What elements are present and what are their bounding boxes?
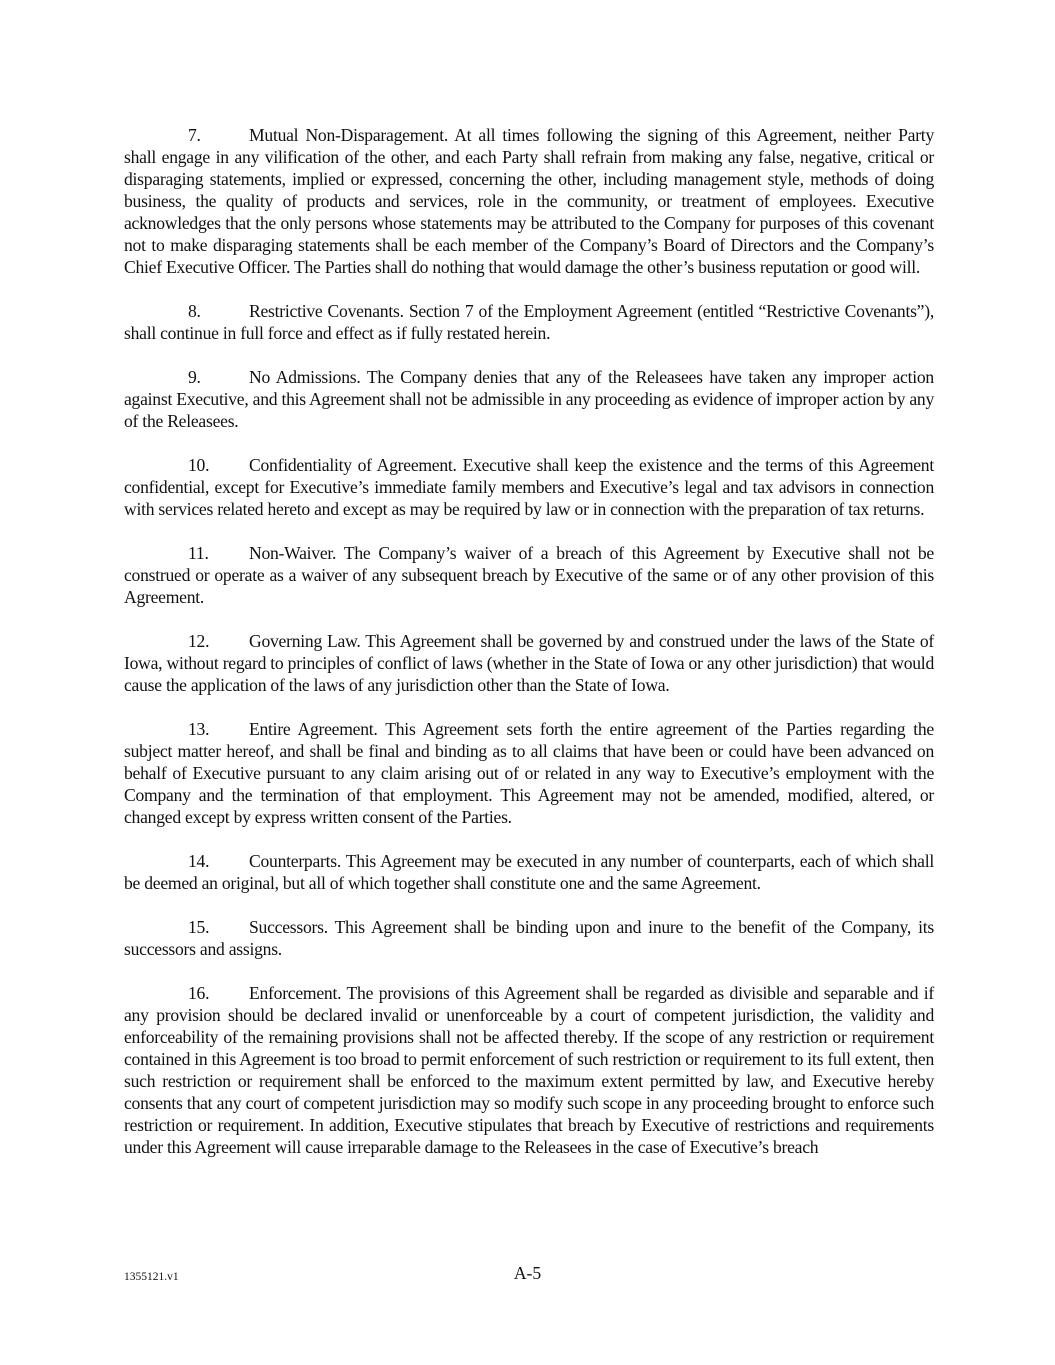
section-body: This Agreement sets forth the entire agreement of the Parties regarding the subject matter hereof, and shall be final and binding as to all claims that have been or could have been advanced on behalf of Executive pursuant to any claim arising out of or related in any way to Executive’s employment with the Company and the termination of that employment. This Agreement may not be amended, modified, altered, or changed except by express written consent of the Parties. [124,719,934,827]
section-body: The Company denies that any of the Releasees have taken any improper action against Executive, and this Agreement shall not be admissible in any proceeding as evidence of improper action by any of the Releasees. [124,367,934,431]
document-page [124,124,934,1180]
section-heading: Entire Agreement. [249,719,378,739]
section-body: Section 7 of the Employment Agreement (entitled “Restrictive Covenants”), shall continue in full force and effect as if fully restated herein. [124,301,935,343]
section-9 [124,366,934,432]
section-number: 16. [188,983,210,1003]
section-13 [124,718,934,828]
section-body: Executive shall keep the existence and the terms of this Agreement confidential, except for Executive’s immediate family members and Executive’s legal and tax advisors in connection with services related hereto and except as may be required by law or in connection with the preparation of tax returns. [124,455,934,519]
section-heading: No Admissions. [249,367,361,387]
page-number: A-5 [513,1263,542,1283]
section-body: The Company’s waiver of a breach of this Agreement by Executive shall not be construed or operate as a waiver of any subsequent breach by Executive of the same or of any other provision of this Agreement. [124,543,934,607]
section-body: This Agreement may be executed in any number of counterparts, each of which shall be deemed an original, but all of which together shall constitute one and the same Agreement. [124,851,934,893]
section-number: 13. [188,719,210,739]
section-heading: Successors. [249,917,328,937]
section-15 [124,916,934,960]
section-number: 8. [188,301,201,321]
section-heading: Counterparts. [249,851,342,871]
section-7 [124,124,934,278]
section-10 [124,454,934,520]
section-heading: Mutual Non-Disparagement. [249,125,449,145]
section-number: 9. [188,367,201,387]
section-16 [124,982,934,1158]
section-number: 15. [188,917,210,937]
section-number: 7. [188,125,201,145]
section-heading: Governing Law. [249,631,361,651]
section-body: This Agreement shall be binding upon and inure to the benefit of the Company, its successors and assigns. [124,917,934,959]
section-heading: Enforcement. [249,983,342,1003]
section-14 [124,850,934,894]
section-number: 14. [188,851,210,871]
section-body: The provisions of this Agreement shall be regarded as divisible and separable and if any provision should be declared invalid or unenforceable by a court of competent jurisdiction, the validity and enforceability of the remaining provisions shall not be affected thereby. If the scope of any restriction or requirement contained in this Agreement is too broad to permit enforcement of such restriction or requirement to its full extent, then such restriction or requirement shall be enforced to the maximum extent permitted by law, and Executive hereby consents that any court of competent jurisdiction may so modify such scope in any proceeding brought to enforce such restriction or requirement. In addition, Executive stipulates that breach by Executive of restrictions and requirements under this Agreement will cause irreparable damage to the Releasees in the case of Executive’s breach [124,983,934,1157]
section-heading: Restrictive Covenants. [249,301,404,321]
section-12 [124,630,934,696]
section-number: 12. [188,631,210,651]
section-body: At all times following the signing of this Agreement, neither Party shall engage in any vilification of the other, and each Party shall refrain from making any false, negative, critical or disparaging statements, implied or expressed, concerning the other, including management style, methods of doing business, the quality of products and services, role in the community, or treatment of employees. Executive acknowledges that the only persons whose statements may be attributed to the Company for purposes of this covenant not to make disparaging statements shall be each member of the Company’s Board of Directors and the Company’s Chief Executive Officer. The Parties shall do nothing that would damage the other’s business reputation or good will. [124,125,934,277]
section-heading: Confidentiality of Agreement. [249,455,457,475]
section-number: 11. [188,543,209,563]
section-heading: Non-Waiver. [249,543,337,563]
section-11 [124,542,934,608]
section-8 [124,300,934,344]
document-id: 1355121.v1 [124,1271,179,1283]
section-body: This Agreement shall be governed by and construed under the laws of the State of Iowa, without regard to principles of conflict of laws (whether in the State of Iowa or any other jurisdiction) that would cause the application of the laws of any jurisdiction other than the State of Iowa. [124,631,934,695]
section-number: 10. [188,455,210,475]
